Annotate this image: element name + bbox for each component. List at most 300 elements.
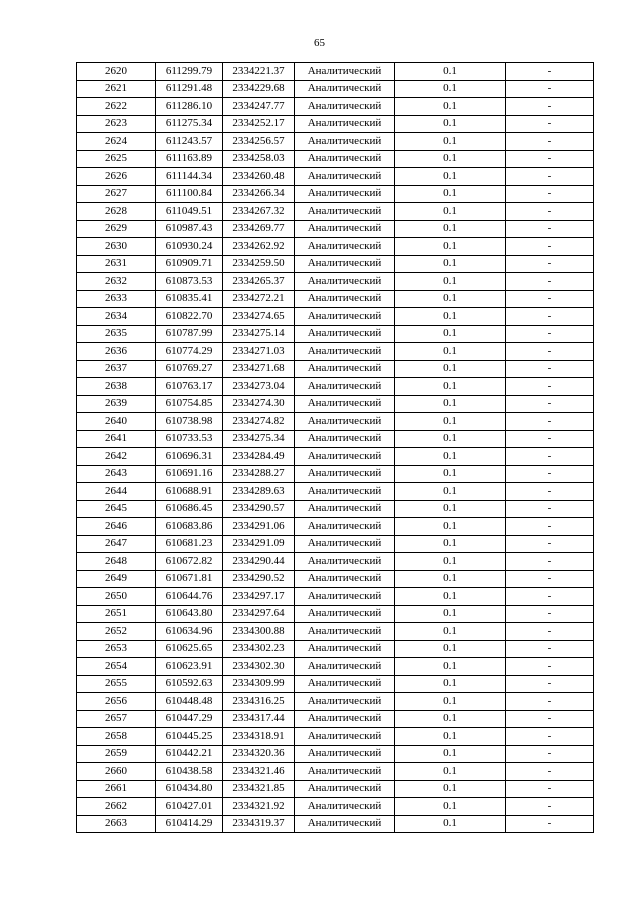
point-number-cell: 2657 [77, 710, 156, 728]
point-number-cell: 2631 [77, 255, 156, 273]
note-cell: - [506, 728, 594, 746]
point-number-cell: 2662 [77, 798, 156, 816]
table-row [77, 710, 594, 728]
point-number-cell: 2647 [77, 535, 156, 553]
method-cell: Аналитический [295, 605, 395, 623]
accuracy-cell: 0.1 [395, 168, 506, 186]
method-cell: Аналитический [295, 308, 395, 326]
y-coordinate-cell: 2334321.85 [223, 780, 295, 798]
method-cell: Аналитический [295, 185, 395, 203]
note-cell: - [506, 780, 594, 798]
x-coordinate-cell: 610625.65 [156, 640, 223, 658]
table-row [77, 413, 594, 431]
method-cell: Аналитический [295, 518, 395, 536]
accuracy-cell: 0.1 [395, 430, 506, 448]
point-number-cell: 2623 [77, 115, 156, 133]
note-cell: - [506, 220, 594, 238]
x-coordinate-cell: 611144.34 [156, 168, 223, 186]
x-coordinate-cell: 610644.76 [156, 588, 223, 606]
y-coordinate-cell: 2334319.37 [223, 815, 295, 833]
y-coordinate-cell: 2334252.17 [223, 115, 295, 133]
note-cell: - [506, 483, 594, 501]
y-coordinate-cell: 2334229.68 [223, 80, 295, 98]
x-coordinate-cell: 611163.89 [156, 150, 223, 168]
method-cell: Аналитический [295, 395, 395, 413]
table-row [77, 343, 594, 361]
table-row [77, 150, 594, 168]
table-row [77, 728, 594, 746]
y-coordinate-cell: 2334267.32 [223, 203, 295, 221]
point-number-cell: 2638 [77, 378, 156, 396]
accuracy-cell: 0.1 [395, 203, 506, 221]
accuracy-cell: 0.1 [395, 553, 506, 571]
point-number-cell: 2629 [77, 220, 156, 238]
point-number-cell: 2633 [77, 290, 156, 308]
y-coordinate-cell: 2334289.63 [223, 483, 295, 501]
y-coordinate-cell: 2334316.25 [223, 693, 295, 711]
accuracy-cell: 0.1 [395, 535, 506, 553]
method-cell: Аналитический [295, 220, 395, 238]
x-coordinate-cell: 610672.82 [156, 553, 223, 571]
y-coordinate-cell: 2334290.52 [223, 570, 295, 588]
point-number-cell: 2636 [77, 343, 156, 361]
point-number-cell: 2639 [77, 395, 156, 413]
table-row [77, 465, 594, 483]
table-row [77, 308, 594, 326]
note-cell: - [506, 255, 594, 273]
y-coordinate-cell: 2334221.37 [223, 63, 295, 81]
method-cell: Аналитический [295, 273, 395, 291]
method-cell: Аналитический [295, 290, 395, 308]
y-coordinate-cell: 2334271.03 [223, 343, 295, 361]
point-number-cell: 2634 [77, 308, 156, 326]
table-row [77, 395, 594, 413]
table-row [77, 500, 594, 518]
table-row [77, 640, 594, 658]
method-cell: Аналитический [295, 465, 395, 483]
table-row [77, 220, 594, 238]
table-row [77, 325, 594, 343]
x-coordinate-cell: 610643.80 [156, 605, 223, 623]
table-row [77, 203, 594, 221]
page-number: 65 [314, 37, 325, 49]
point-number-cell: 2627 [77, 185, 156, 203]
point-number-cell: 2632 [77, 273, 156, 291]
x-coordinate-cell: 611291.48 [156, 80, 223, 98]
x-coordinate-cell: 610909.71 [156, 255, 223, 273]
x-coordinate-cell: 611275.34 [156, 115, 223, 133]
x-coordinate-cell: 610683.86 [156, 518, 223, 536]
accuracy-cell: 0.1 [395, 605, 506, 623]
accuracy-cell: 0.1 [395, 465, 506, 483]
note-cell: - [506, 518, 594, 536]
x-coordinate-cell: 610671.81 [156, 570, 223, 588]
y-coordinate-cell: 2334266.34 [223, 185, 295, 203]
x-coordinate-cell: 610438.58 [156, 763, 223, 781]
y-coordinate-cell: 2334300.88 [223, 623, 295, 641]
method-cell: Аналитический [295, 343, 395, 361]
y-coordinate-cell: 2334297.17 [223, 588, 295, 606]
accuracy-cell: 0.1 [395, 343, 506, 361]
accuracy-cell: 0.1 [395, 570, 506, 588]
method-cell: Аналитический [295, 588, 395, 606]
x-coordinate-cell: 610787.99 [156, 325, 223, 343]
accuracy-cell: 0.1 [395, 588, 506, 606]
accuracy-cell: 0.1 [395, 238, 506, 256]
method-cell: Аналитический [295, 500, 395, 518]
note-cell: - [506, 63, 594, 81]
note-cell: - [506, 98, 594, 116]
note-cell: - [506, 290, 594, 308]
accuracy-cell: 0.1 [395, 710, 506, 728]
accuracy-cell: 0.1 [395, 728, 506, 746]
y-coordinate-cell: 2334262.92 [223, 238, 295, 256]
x-coordinate-cell: 610733.53 [156, 430, 223, 448]
note-cell: - [506, 360, 594, 378]
x-coordinate-cell: 610691.16 [156, 465, 223, 483]
method-cell: Аналитический [295, 413, 395, 431]
method-cell: Аналитический [295, 360, 395, 378]
accuracy-cell: 0.1 [395, 360, 506, 378]
point-number-cell: 2659 [77, 745, 156, 763]
method-cell: Аналитический [295, 325, 395, 343]
accuracy-cell: 0.1 [395, 395, 506, 413]
note-cell: - [506, 413, 594, 431]
table-row [77, 98, 594, 116]
method-cell: Аналитический [295, 115, 395, 133]
y-coordinate-cell: 2334321.92 [223, 798, 295, 816]
accuracy-cell: 0.1 [395, 518, 506, 536]
point-number-cell: 2620 [77, 63, 156, 81]
accuracy-cell: 0.1 [395, 273, 506, 291]
point-number-cell: 2630 [77, 238, 156, 256]
note-cell: - [506, 553, 594, 571]
x-coordinate-cell: 610427.01 [156, 798, 223, 816]
y-coordinate-cell: 2334274.82 [223, 413, 295, 431]
y-coordinate-cell: 2334273.04 [223, 378, 295, 396]
y-coordinate-cell: 2334258.03 [223, 150, 295, 168]
method-cell: Аналитический [295, 238, 395, 256]
y-coordinate-cell: 2334269.77 [223, 220, 295, 238]
note-cell: - [506, 133, 594, 151]
x-coordinate-cell: 610434.80 [156, 780, 223, 798]
x-coordinate-cell: 610447.29 [156, 710, 223, 728]
y-coordinate-cell: 2334318.91 [223, 728, 295, 746]
note-cell: - [506, 430, 594, 448]
method-cell: Аналитический [295, 675, 395, 693]
y-coordinate-cell: 2334272.21 [223, 290, 295, 308]
point-number-cell: 2637 [77, 360, 156, 378]
y-coordinate-cell: 2334260.48 [223, 168, 295, 186]
accuracy-cell: 0.1 [395, 413, 506, 431]
accuracy-cell: 0.1 [395, 133, 506, 151]
table-row [77, 605, 594, 623]
x-coordinate-cell: 610688.91 [156, 483, 223, 501]
table-row [77, 588, 594, 606]
accuracy-cell: 0.1 [395, 483, 506, 501]
table-row [77, 273, 594, 291]
method-cell: Аналитический [295, 63, 395, 81]
method-cell: Аналитический [295, 798, 395, 816]
note-cell: - [506, 185, 594, 203]
point-number-cell: 2649 [77, 570, 156, 588]
point-number-cell: 2648 [77, 553, 156, 571]
table-row [77, 290, 594, 308]
y-coordinate-cell: 2334291.09 [223, 535, 295, 553]
y-coordinate-cell: 2334275.14 [223, 325, 295, 343]
x-coordinate-cell: 610930.24 [156, 238, 223, 256]
point-number-cell: 2660 [77, 763, 156, 781]
table-row [77, 553, 594, 571]
table-row [77, 168, 594, 186]
note-cell: - [506, 710, 594, 728]
table-row [77, 80, 594, 98]
method-cell: Аналитический [295, 745, 395, 763]
note-cell: - [506, 623, 594, 641]
note-cell: - [506, 675, 594, 693]
point-number-cell: 2653 [77, 640, 156, 658]
x-coordinate-cell: 610822.70 [156, 308, 223, 326]
method-cell: Аналитический [295, 98, 395, 116]
point-number-cell: 2628 [77, 203, 156, 221]
note-cell: - [506, 395, 594, 413]
x-coordinate-cell: 610763.17 [156, 378, 223, 396]
point-number-cell: 2652 [77, 623, 156, 641]
x-coordinate-cell: 610835.41 [156, 290, 223, 308]
table-row [77, 815, 594, 833]
y-coordinate-cell: 2334247.77 [223, 98, 295, 116]
point-number-cell: 2663 [77, 815, 156, 833]
accuracy-cell: 0.1 [395, 290, 506, 308]
point-number-cell: 2644 [77, 483, 156, 501]
note-cell: - [506, 150, 594, 168]
accuracy-cell: 0.1 [395, 798, 506, 816]
x-coordinate-cell: 610445.25 [156, 728, 223, 746]
note-cell: - [506, 448, 594, 466]
y-coordinate-cell: 2334284.49 [223, 448, 295, 466]
note-cell: - [506, 308, 594, 326]
method-cell: Аналитический [295, 448, 395, 466]
accuracy-cell: 0.1 [395, 658, 506, 676]
table-row [77, 780, 594, 798]
method-cell: Аналитический [295, 570, 395, 588]
method-cell: Аналитический [295, 815, 395, 833]
x-coordinate-cell: 610686.45 [156, 500, 223, 518]
table-row [77, 185, 594, 203]
accuracy-cell: 0.1 [395, 80, 506, 98]
y-coordinate-cell: 2334302.23 [223, 640, 295, 658]
method-cell: Аналитический [295, 780, 395, 798]
accuracy-cell: 0.1 [395, 308, 506, 326]
y-coordinate-cell: 2334259.50 [223, 255, 295, 273]
point-number-cell: 2650 [77, 588, 156, 606]
method-cell: Аналитический [295, 483, 395, 501]
table-row [77, 430, 594, 448]
point-number-cell: 2658 [77, 728, 156, 746]
point-number-cell: 2654 [77, 658, 156, 676]
x-coordinate-cell: 610634.96 [156, 623, 223, 641]
table-row [77, 745, 594, 763]
point-number-cell: 2641 [77, 430, 156, 448]
note-cell: - [506, 693, 594, 711]
y-coordinate-cell: 2334274.65 [223, 308, 295, 326]
method-cell: Аналитический [295, 168, 395, 186]
y-coordinate-cell: 2334274.30 [223, 395, 295, 413]
x-coordinate-cell: 610696.31 [156, 448, 223, 466]
method-cell: Аналитический [295, 80, 395, 98]
accuracy-cell: 0.1 [395, 378, 506, 396]
note-cell: - [506, 745, 594, 763]
x-coordinate-cell: 610774.29 [156, 343, 223, 361]
point-number-cell: 2651 [77, 605, 156, 623]
method-cell: Аналитический [295, 535, 395, 553]
method-cell: Аналитический [295, 710, 395, 728]
x-coordinate-cell: 610738.98 [156, 413, 223, 431]
x-coordinate-cell: 610873.53 [156, 273, 223, 291]
x-coordinate-cell: 611100.84 [156, 185, 223, 203]
y-coordinate-cell: 2334275.34 [223, 430, 295, 448]
method-cell: Аналитический [295, 693, 395, 711]
coordinates-table-body [77, 63, 594, 833]
y-coordinate-cell: 2334297.64 [223, 605, 295, 623]
point-number-cell: 2642 [77, 448, 156, 466]
x-coordinate-cell: 610414.29 [156, 815, 223, 833]
accuracy-cell: 0.1 [395, 763, 506, 781]
accuracy-cell: 0.1 [395, 255, 506, 273]
x-coordinate-cell: 611299.79 [156, 63, 223, 81]
note-cell: - [506, 815, 594, 833]
table-row [77, 675, 594, 693]
table-row [77, 518, 594, 536]
method-cell: Аналитический [295, 623, 395, 641]
x-coordinate-cell: 610592.63 [156, 675, 223, 693]
note-cell: - [506, 500, 594, 518]
note-cell: - [506, 465, 594, 483]
x-coordinate-cell: 610448.48 [156, 693, 223, 711]
point-number-cell: 2646 [77, 518, 156, 536]
x-coordinate-cell: 610681.23 [156, 535, 223, 553]
method-cell: Аналитический [295, 255, 395, 273]
table-row [77, 115, 594, 133]
x-coordinate-cell: 610623.91 [156, 658, 223, 676]
table-row [77, 63, 594, 81]
table-row [77, 448, 594, 466]
note-cell: - [506, 168, 594, 186]
accuracy-cell: 0.1 [395, 675, 506, 693]
point-number-cell: 2640 [77, 413, 156, 431]
note-cell: - [506, 763, 594, 781]
method-cell: Аналитический [295, 728, 395, 746]
note-cell: - [506, 325, 594, 343]
method-cell: Аналитический [295, 430, 395, 448]
table-row [77, 693, 594, 711]
point-number-cell: 2645 [77, 500, 156, 518]
x-coordinate-cell: 611243.57 [156, 133, 223, 151]
y-coordinate-cell: 2334317.44 [223, 710, 295, 728]
method-cell: Аналитический [295, 763, 395, 781]
method-cell: Аналитический [295, 203, 395, 221]
note-cell: - [506, 535, 594, 553]
y-coordinate-cell: 2334271.68 [223, 360, 295, 378]
table-row [77, 255, 594, 273]
y-coordinate-cell: 2334309.99 [223, 675, 295, 693]
accuracy-cell: 0.1 [395, 115, 506, 133]
accuracy-cell: 0.1 [395, 63, 506, 81]
x-coordinate-cell: 610754.85 [156, 395, 223, 413]
table-row [77, 535, 594, 553]
table-row [77, 658, 594, 676]
accuracy-cell: 0.1 [395, 780, 506, 798]
x-coordinate-cell: 611049.51 [156, 203, 223, 221]
accuracy-cell: 0.1 [395, 185, 506, 203]
y-coordinate-cell: 2334288.27 [223, 465, 295, 483]
point-number-cell: 2621 [77, 80, 156, 98]
note-cell: - [506, 658, 594, 676]
point-number-cell: 2625 [77, 150, 156, 168]
point-number-cell: 2661 [77, 780, 156, 798]
table-row [77, 360, 594, 378]
point-number-cell: 2622 [77, 98, 156, 116]
note-cell: - [506, 605, 594, 623]
table-row [77, 238, 594, 256]
point-number-cell: 2656 [77, 693, 156, 711]
x-coordinate-cell: 610442.21 [156, 745, 223, 763]
y-coordinate-cell: 2334291.06 [223, 518, 295, 536]
coordinates-table [76, 62, 594, 833]
x-coordinate-cell: 611286.10 [156, 98, 223, 116]
note-cell: - [506, 115, 594, 133]
accuracy-cell: 0.1 [395, 640, 506, 658]
accuracy-cell: 0.1 [395, 220, 506, 238]
y-coordinate-cell: 2334302.30 [223, 658, 295, 676]
table-row [77, 378, 594, 396]
note-cell: - [506, 80, 594, 98]
table-row [77, 798, 594, 816]
point-number-cell: 2635 [77, 325, 156, 343]
accuracy-cell: 0.1 [395, 500, 506, 518]
method-cell: Аналитический [295, 553, 395, 571]
accuracy-cell: 0.1 [395, 150, 506, 168]
accuracy-cell: 0.1 [395, 98, 506, 116]
y-coordinate-cell: 2334265.37 [223, 273, 295, 291]
note-cell: - [506, 798, 594, 816]
note-cell: - [506, 588, 594, 606]
y-coordinate-cell: 2334290.57 [223, 500, 295, 518]
accuracy-cell: 0.1 [395, 623, 506, 641]
note-cell: - [506, 203, 594, 221]
table-row [77, 133, 594, 151]
accuracy-cell: 0.1 [395, 448, 506, 466]
method-cell: Аналитический [295, 133, 395, 151]
x-coordinate-cell: 610769.27 [156, 360, 223, 378]
note-cell: - [506, 570, 594, 588]
point-number-cell: 2643 [77, 465, 156, 483]
method-cell: Аналитический [295, 658, 395, 676]
method-cell: Аналитический [295, 378, 395, 396]
table-row [77, 763, 594, 781]
note-cell: - [506, 238, 594, 256]
note-cell: - [506, 273, 594, 291]
y-coordinate-cell: 2334321.46 [223, 763, 295, 781]
y-coordinate-cell: 2334290.44 [223, 553, 295, 571]
y-coordinate-cell: 2334320.36 [223, 745, 295, 763]
table-row [77, 623, 594, 641]
point-number-cell: 2655 [77, 675, 156, 693]
note-cell: - [506, 343, 594, 361]
accuracy-cell: 0.1 [395, 815, 506, 833]
x-coordinate-cell: 610987.43 [156, 220, 223, 238]
point-number-cell: 2624 [77, 133, 156, 151]
